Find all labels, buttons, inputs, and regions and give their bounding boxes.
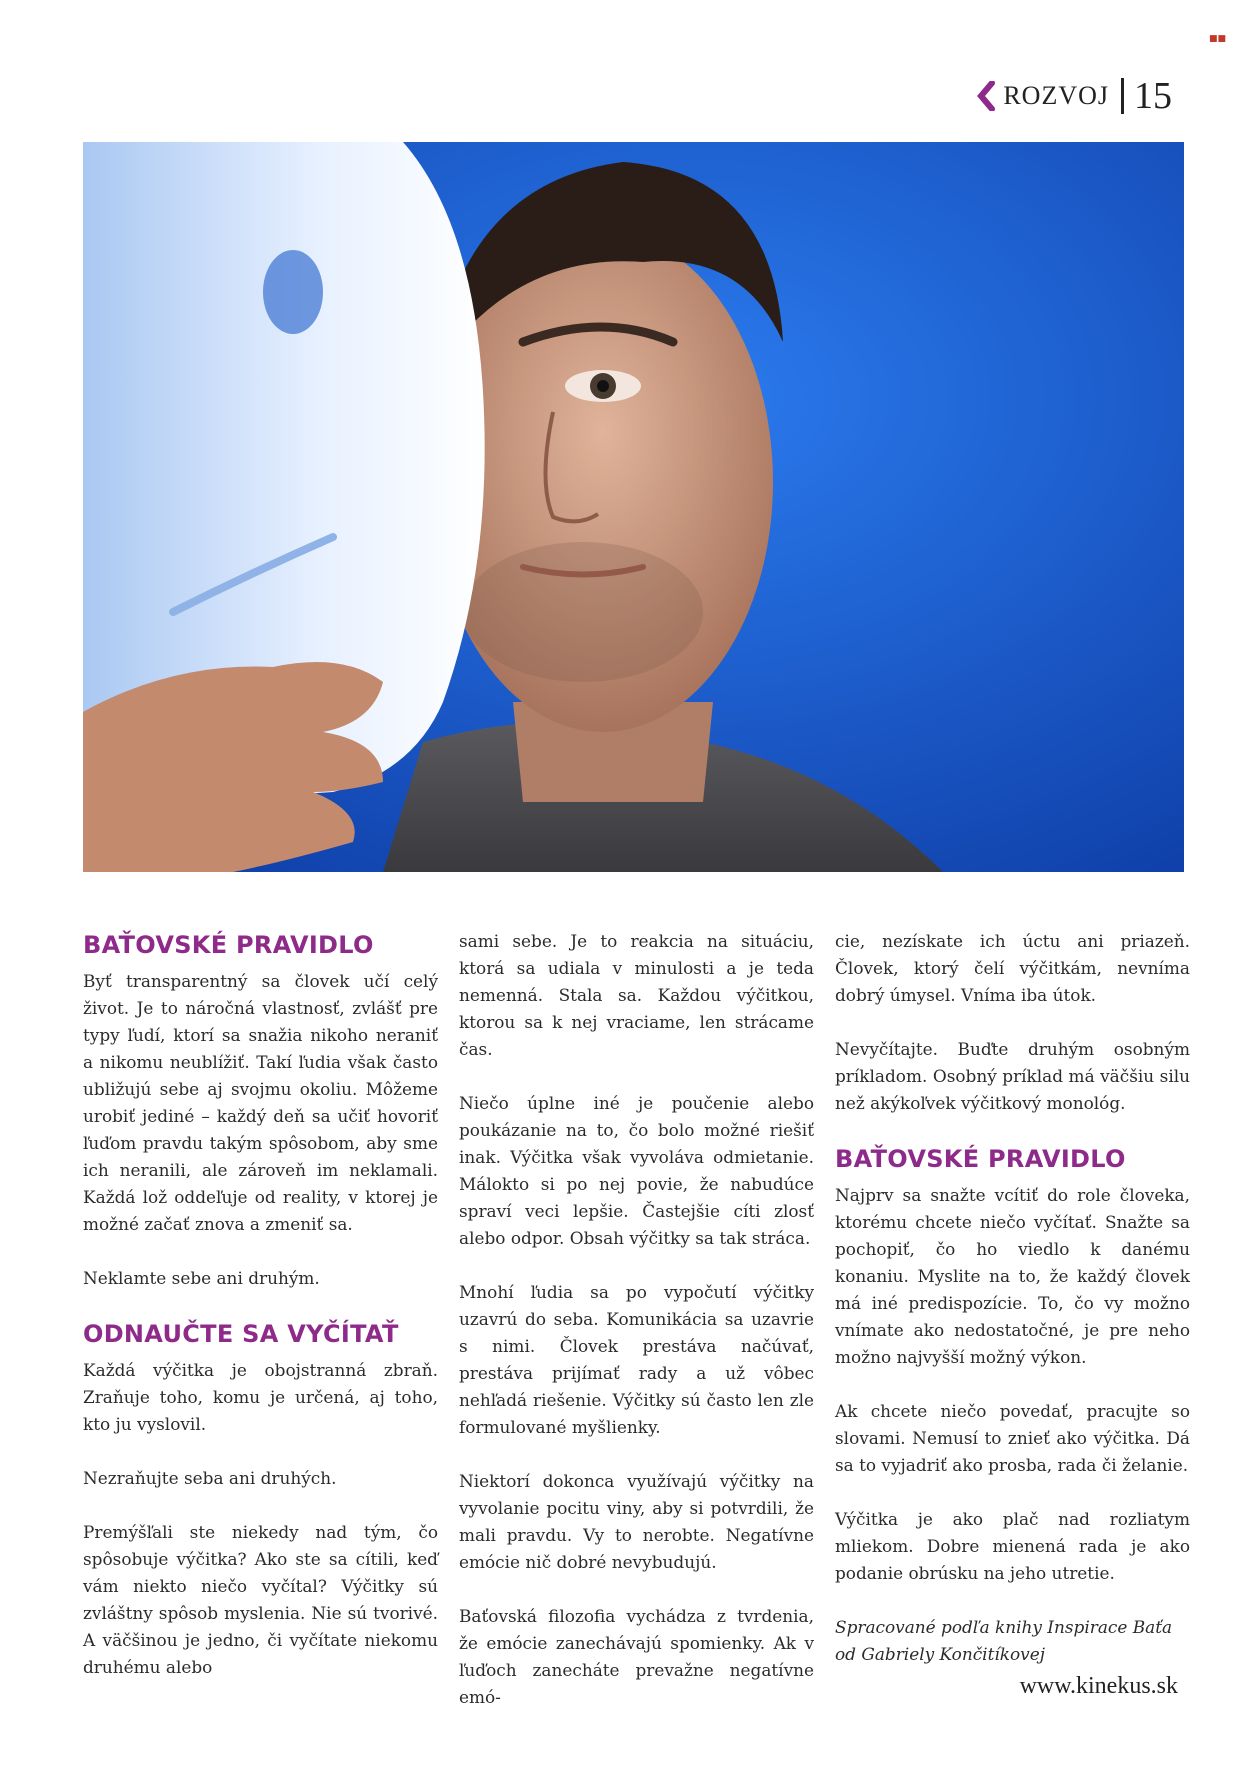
- column-2: [459, 928, 814, 1711]
- corner-mark: ■■: [1208, 34, 1226, 44]
- heading-odnaucte-sa-vycitat: ODNAUČTE SA VYČÍTAŤ: [83, 1320, 399, 1348]
- page-header: [977, 74, 1172, 118]
- column-3: [835, 928, 1190, 1668]
- paragraph: Neklamte sebe ani druhým.: [83, 1268, 320, 1288]
- paragraph: Baťovská filozofia vychádza z tvrdenia, že emócie zanechávajú spomienky. Ak v ľuďoch zanecháte prevažne negatívne emó-: [459, 1606, 814, 1707]
- paragraph: Niektorí dokonca využívajú výčitky na vyvolanie pocitu viny, aby si potvrdili, že mali pravdu. Vy to nerobte. Negatívne emócie nič dobré nevybudujú.: [459, 1471, 814, 1572]
- heading-batovske-pravidlo: BAŤOVSKÉ PRAVIDLO: [83, 931, 374, 959]
- paragraph: Niečo úplne iné je poučenie alebo poukázanie na to, čo bolo možné riešiť inak. Výčitka však vyvoláva odmietanie. Málokto si po nej povie, že nabudúce spraví veci lepšie. Častejšie cíti zlosť alebo odpor. Obsah výčitky sa tak stráca.: [459, 1093, 814, 1248]
- column-1: [83, 928, 438, 1681]
- source-credit: Spracované podľa knihy Inspirace Baťa od Gabriely Končitíkovej: [835, 1617, 1173, 1664]
- chevron-left-icon: [977, 81, 995, 111]
- heading-batovske-pravidlo: BAŤOVSKÉ PRAVIDLO: [835, 1145, 1126, 1173]
- paragraph: Každá výčitka je obojstranná zbraň. Zraňuje toho, komu je určená, aj toho, kto ju vyslovil.: [83, 1360, 438, 1434]
- man-holding-white-mask-photo: [83, 142, 1184, 872]
- paragraph: Nezraňujte seba ani druhých.: [83, 1468, 337, 1488]
- paragraph: Byť transparentný sa človek učí celý život. Je to náročná vlastnosť, zvlášť pre typy ľudí, ktorí sa snažia nikoho neraniť a nikomu neublížiť. Takí ľudia však často ubližujú sebe aj svojmu okoliu. Môžeme urobiť jediné – každý deň sa učiť hovoriť ľuďom pravdu takým spôsobom, aby sme ich neranili, ale zároveň im neklamali. Každá lož oddeľuje od reality, v ktorej je možné začať znova a zmeniť sa.: [83, 971, 438, 1234]
- footer-website-link[interactable]: www.kinekus.sk: [1019, 1673, 1178, 1699]
- section-label: ROZVOJ: [1003, 81, 1109, 110]
- paragraph: Nevyčítajte. Buďte druhým osobným príkladom. Osobný príklad má väčšiu silu než akýkoľvek výčitkový monológ.: [835, 1039, 1190, 1113]
- paragraph: Mnohí ľudia sa po vypočutí výčitky uzavrú do seba. Komunikácia sa uzavrie s nimi. Človek prestáva načúvať, prestáva prijímať rady a už vôbec nehľadá riešenie. Výčitky sú často len zle formulované myšlienky.: [459, 1282, 814, 1437]
- paragraph: cie, nezískate ich úctu ani priazeň. Človek, ktorý čelí výčitkám, nevníma dobrý úmysel. Vníma iba útok.: [835, 931, 1190, 1005]
- paragraph: Najprv sa snažte vcítiť do role človeka, ktorému chcete niečo vyčítať. Snažte sa pochopiť, čo ho viedlo k danému konaniu. Myslite na to, že každý človek má iné predispozície. To, čo vy možno vnímate ako nedostatočné, je pre neho možno najvyšší možný výkon.: [835, 1185, 1190, 1367]
- hero-photo: [83, 142, 1184, 872]
- paragraph: sami sebe. Je to reakcia na situáciu, ktorá sa udiala v minulosti a je teda nemenná. Stala sa. Každou výčitkou, ktorou sa k nej vraciame, len strácame čas.: [459, 931, 814, 1059]
- page-number: 15: [1134, 75, 1172, 117]
- paragraph: Premýšľali ste niekedy nad tým, čo spôsobuje výčitka? Ako ste sa cítili, keď vám niekto niečo vyčítal? Výčitky sú zvláštny spôsob myslenia. Nie sú tvorivé. A väčšinou je jedno, či vyčítate niekomu druhému alebo: [83, 1522, 438, 1677]
- paragraph: Výčitka je ako plač nad rozliatym mliekom. Dobre mienená rada je ako podanie obrúsku na jeho utretie.: [835, 1509, 1190, 1583]
- header-divider: [1121, 78, 1124, 114]
- paragraph: Ak chcete niečo povedať, pracujte so slovami. Nemusí to znieť ako výčitka. Dá sa to vyjadriť ako prosba, rada či želanie.: [835, 1401, 1190, 1475]
